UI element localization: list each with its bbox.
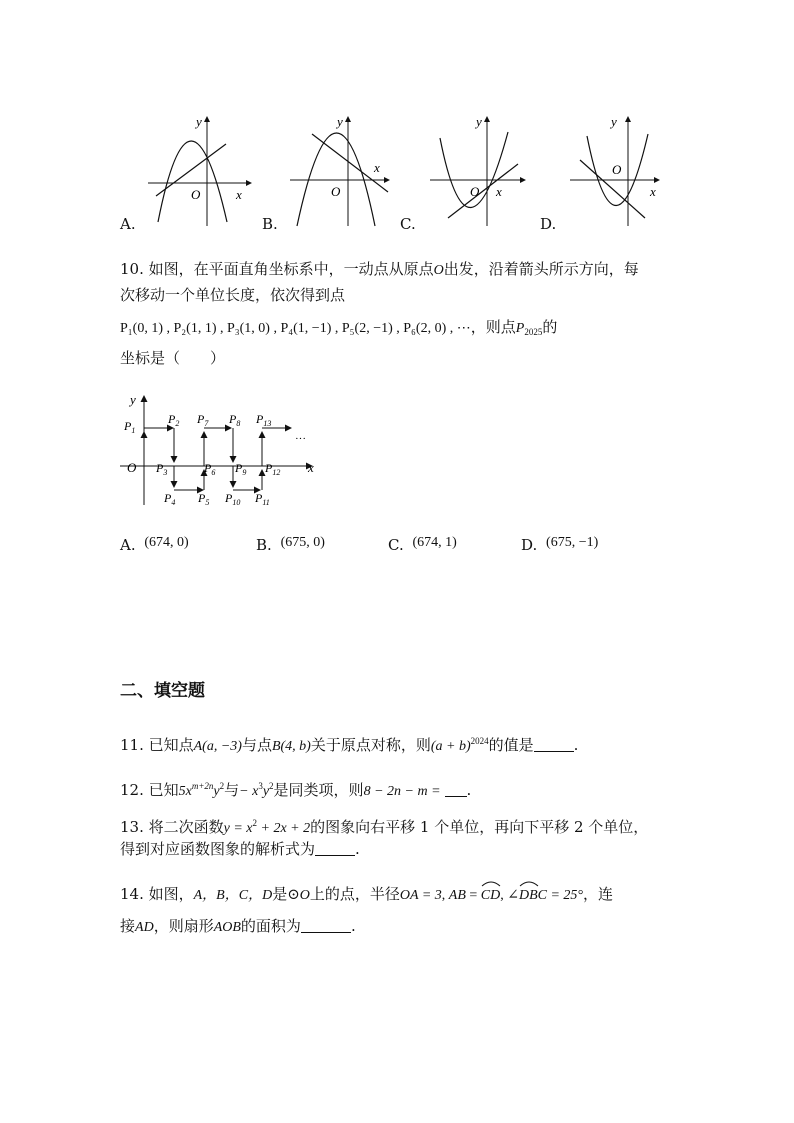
q12-prefix: 12. 已知 — [120, 781, 179, 799]
q14-arc-ab: AB — [448, 888, 466, 903]
q14-line1: 14. 如图，A，B，C，D是⊙O上的点，半径OA = 3, AB = CD, ∠DBC = 25°，连 — [120, 883, 613, 907]
graph-c-line — [448, 164, 518, 218]
q9-option-c-label[interactable]: C. — [400, 215, 416, 233]
graph-b-origin: O — [331, 184, 341, 199]
graph-d-y-label: y — [611, 114, 617, 129]
q10-option-c-label: C. — [388, 536, 404, 554]
q14-end: . — [350, 917, 356, 935]
q14-arc-marks — [480, 878, 550, 888]
q10-figure — [115, 390, 325, 510]
q12 — [120, 775, 471, 803]
q12-term1-y: y — [213, 784, 220, 799]
q10-label-p9: $P_9$ — [235, 461, 247, 477]
q12-term1-exp: m+2n — [191, 781, 214, 791]
q14-arc-cd: CD — [480, 888, 501, 903]
q9-option-a-label[interactable]: A. — [120, 215, 136, 233]
q10-option-a-label: A. — [120, 536, 136, 554]
graph-c — [430, 114, 526, 226]
q14-radius: OA = 3 — [399, 888, 442, 903]
q11-expr: (a + b) — [430, 739, 471, 754]
q10-fig-x: x — [308, 460, 314, 475]
graph-b-x-arrow — [384, 177, 390, 183]
q10-line3 — [120, 316, 557, 343]
q10-label-p1: $P_1$ — [124, 419, 136, 435]
q10-label-p3: $P_3$ — [156, 461, 168, 477]
q10-fig-y: y — [130, 392, 136, 407]
q10-line1-tail: 出发，沿着箭头所示方向，每 — [443, 260, 639, 278]
graph-d-x-label: x — [650, 184, 656, 199]
q9-option-d-label[interactable]: D. — [540, 215, 557, 233]
q10-option-d-value: (675, −1) — [546, 535, 599, 550]
q10-option-b-label: B. — [256, 536, 272, 554]
q11-suffix: 的值是 — [488, 736, 534, 754]
q12-term2-y: y — [262, 784, 270, 799]
q10-target-point: P — [515, 321, 525, 336]
graph-a-origin: O — [191, 187, 201, 202]
q11-answer-blank[interactable] — [534, 737, 574, 752]
q10-option-b-value: (675, 0) — [280, 535, 325, 550]
q10-label-p4: $P_4$ — [164, 491, 176, 507]
q10-label-p5: $P_5$ — [198, 491, 210, 507]
q13-line2-text: 得到对应函数图象的解析式为 — [120, 840, 316, 858]
q10-option-b[interactable] — [256, 534, 325, 558]
q13-line2 — [120, 838, 360, 860]
q12-answer-blank[interactable] — [445, 782, 467, 797]
q14-ad: AD — [135, 920, 154, 935]
q14-mid: 是⊙ — [272, 885, 300, 903]
q11-mid2: 关于原点对称，则 — [310, 736, 431, 754]
graph-b-y-label: y — [337, 114, 343, 129]
q12-term2: − x — [239, 784, 259, 799]
q10-option-a-value: (674, 0) — [144, 535, 189, 550]
q10-label-p10: $P_{10}$ — [225, 491, 241, 507]
q10-line2: 次移动一个单位长度，依次得到点 — [120, 286, 346, 304]
graph-b-y-arrow — [345, 116, 351, 122]
q14-arc-ab-mark — [482, 882, 500, 886]
q12-term2-yexp: 2 — [269, 781, 274, 791]
q11-point-b: B(4, b) — [271, 739, 311, 754]
q10-target-sub: 2025 — [524, 327, 543, 337]
q11-end: . — [573, 736, 579, 754]
q13-line1 — [120, 812, 648, 840]
q10-line4: 坐标是（ ） — [120, 349, 226, 367]
q12-mid2: 是同类项，则 — [273, 781, 364, 799]
q14-tail: ，连 — [583, 885, 614, 903]
q14-line2a: 接 — [120, 917, 136, 935]
q9-option-b-label[interactable]: B. — [262, 215, 278, 233]
graph-d — [570, 114, 660, 226]
q13-func: y = x — [223, 821, 253, 836]
graph-a-x-arrow — [246, 180, 252, 186]
q14-arc-cd-mark — [520, 882, 538, 886]
q14-mid2: 上的点，半径 — [309, 885, 400, 903]
q10-line1-text: 10. 如图，在平面直角坐标系中，一动点从原点 — [120, 260, 434, 278]
q14-line2b: ，则扇形 — [153, 917, 214, 935]
q10-option-c-value: (674, 1) — [412, 535, 457, 550]
graph-c-x-arrow — [520, 177, 526, 183]
q14-line2c: 的面积为 — [240, 917, 301, 935]
q11-mid: 与点 — [241, 736, 272, 754]
graph-d-y-arrow — [625, 116, 631, 122]
q12-term1-yexp: 2 — [219, 781, 225, 791]
graph-a-parabola — [158, 141, 227, 222]
q13-answer-blank[interactable] — [315, 841, 355, 856]
graph-b-x-label: x — [374, 160, 380, 175]
graph-a-x-label: x — [236, 187, 242, 202]
q11 — [120, 730, 578, 758]
q12-mid: 与 — [224, 781, 240, 799]
q10-label-p11: $P_{11}$ — [255, 491, 270, 507]
graph-a-y-label: y — [196, 114, 202, 129]
q10-label-p12: $P_{12}$ — [265, 461, 281, 477]
graph-c-x-label: x — [496, 184, 502, 199]
q12-term1: 5x — [178, 784, 192, 799]
q14-prefix: 14. 如图， — [120, 885, 194, 903]
q10-label-p6: $P_6$ — [204, 461, 216, 477]
q10-option-d-label: D. — [521, 536, 538, 554]
q12-end: . — [466, 781, 472, 799]
q10-origin-label: O — [433, 263, 444, 278]
q11-exp: 2024 — [470, 736, 489, 746]
q10-line3-tail: ，则点 — [470, 318, 516, 336]
q14-circle: O — [299, 888, 310, 903]
q10-label-p8: $P_8$ — [229, 412, 241, 428]
q12-term2-exp: 3 — [258, 781, 263, 791]
q10-fig-origin: O — [127, 460, 137, 475]
q10-fig-ellipsis: ··· — [295, 433, 306, 445]
graph-b — [290, 114, 390, 226]
q13-end: . — [355, 840, 360, 858]
q10-option-a[interactable] — [120, 534, 189, 558]
q14-letters: A，B，C，D — [193, 888, 273, 903]
q10-option-d[interactable] — [521, 534, 598, 558]
q13-prefix: 13. 将二次函数 — [120, 818, 224, 836]
graph-c-origin: O — [470, 184, 480, 199]
q13-func-tail: + 2x + 2 — [257, 821, 311, 836]
q10-option-c[interactable] — [388, 534, 457, 558]
q13-tail: 的图象向右平移 1 个单位，再向下平移 2 个单位， — [310, 818, 649, 836]
q11-prefix: 11. 已知点 — [120, 736, 194, 754]
graph-d-x-arrow — [654, 177, 660, 183]
q10-line1 — [120, 258, 639, 282]
q10-line3-end: 的 — [542, 318, 558, 336]
section2-title: 二、填空题 — [120, 681, 205, 701]
graph-a-y-arrow — [204, 116, 210, 122]
q14-line2 — [120, 915, 356, 939]
q10-label-p2: $P_2$ — [168, 412, 180, 428]
graph-a — [148, 114, 252, 226]
q10-points-list: P₁(0, 1) , P₂(1, 1) , P₃(1, 0) , P₄(1, −1) , P₅(2, −1) , P₆(2, 0) , ⋯ — [120, 321, 471, 336]
q10-label-p13: $P_{13}$ — [256, 412, 272, 428]
q14-answer-blank[interactable] — [301, 918, 351, 933]
q14-aob: AOB — [213, 920, 241, 935]
q14-angle: ∠DBC = 25° — [507, 888, 584, 903]
q12-expr: 8 − 2n − m = — [363, 784, 441, 799]
q13-func-exp: 2 — [252, 818, 257, 828]
q10-label-p7: $P_7$ — [197, 412, 209, 428]
graph-d-origin: O — [612, 162, 622, 177]
graph-c-y-label: y — [476, 114, 482, 129]
graph-c-y-arrow — [484, 116, 490, 122]
q11-point-a: A(a, −3) — [193, 739, 242, 754]
